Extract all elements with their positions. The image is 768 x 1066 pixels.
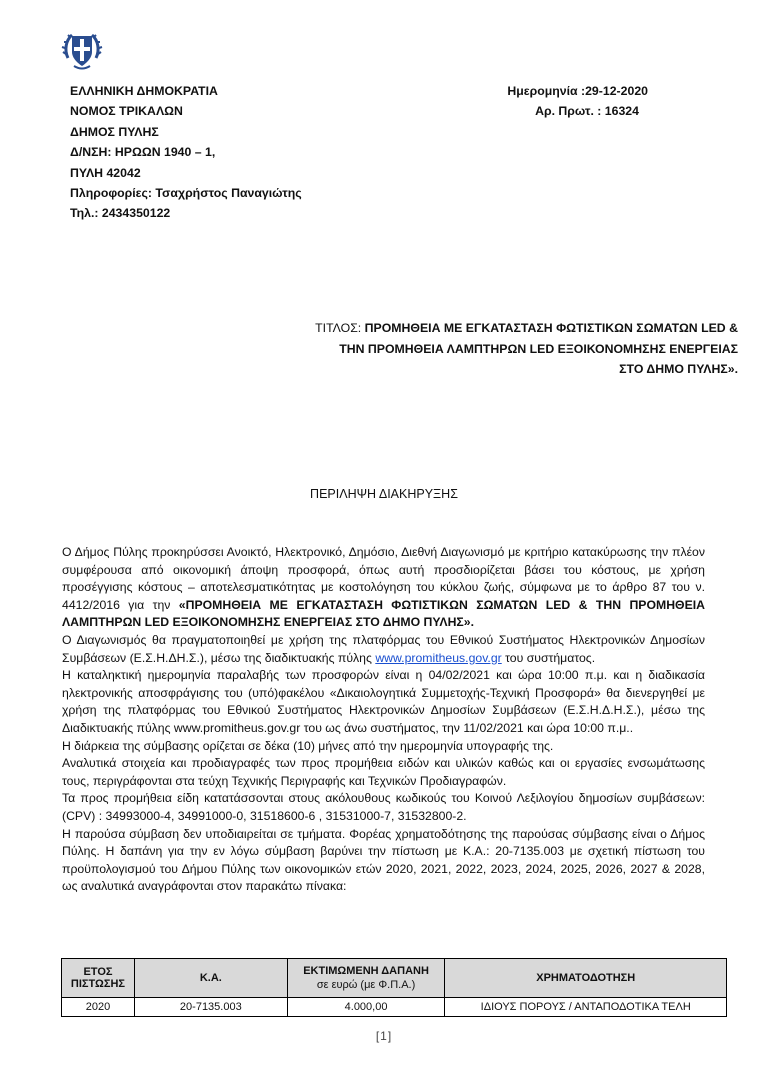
issuer-line: ΔΗΜΟΣ ΠΥΛΗΣ bbox=[70, 124, 159, 139]
paragraph-text: του συστήματος. bbox=[501, 650, 596, 665]
cell-year: 2020 bbox=[62, 998, 135, 1017]
issuer-line: ΕΛΛΗΝΙΚΗ ΔΗΜΟΚΡΑΤΙΑ bbox=[70, 84, 218, 98]
document-date: Ημερομηνία :29-12-2020 bbox=[507, 84, 648, 98]
paragraph: Η διάρκεια της σύμβασης ορίζεται σε δέκα (10) μήνες από την ημερομηνία υπογραφής της. bbox=[62, 738, 554, 753]
issuer-line: ΠΥΛΗ 42042 bbox=[70, 165, 141, 180]
funding-table bbox=[61, 958, 727, 1017]
paragraph: Τα προς προμήθεια είδη κατατάσσονται στους ακόλουθους κωδικούς του Κοινού Λεξιλογίου δημοσίων συμβάσεων: (CPV) : 34993000-4, 34991000-0, 31518600-6 , 31531000-7, 31532800-2. bbox=[62, 791, 705, 823]
document-title bbox=[178, 318, 738, 380]
promitheus-link[interactable]: www.promitheus.gov.gr bbox=[375, 650, 502, 665]
header-funding: ΧΡΗΜΑΤΟΔΟΤΗΣΗ bbox=[445, 959, 727, 998]
issuer-block bbox=[70, 81, 302, 224]
header-year: ΕΤΟΣ ΠΙΣΤΩΣΗΣ bbox=[62, 959, 135, 998]
cell-ka: 20-7135.003 bbox=[134, 998, 287, 1017]
title-line: ΠΡΟΜΗΘΕΙΑ ΜΕ ΕΓΚΑΤΑΣΤΑΣΗ ΦΩΤΙΣΤΙΚΩΝ ΣΩΜΑΤΩΝ LED & bbox=[364, 321, 738, 335]
issuer-line: Τηλ.: 2434350122 bbox=[70, 206, 171, 221]
paragraph bbox=[62, 544, 705, 632]
paragraph-text: Ο Δήμος Πύλης προκηρύσσει Ανοικτό, Ηλεκτρονικό, Δημόσιο, Διεθνή Διαγωνισμό με κριτήριο κατακύρωσης την πλέον συμφέρουσα από οικονομική άποψη προσφορά, όπως αυτή προσδιορίζεται βάσει του κόστους, με χρήση προσέγγισης κόστους – αποτελεσματικότητας με κοστολόγηση του κύκλου ζωής, σύμφωνα με το άρθρο 87 του ν. 4412/2016 για την bbox=[62, 545, 705, 612]
paragraph-bold: «ΠΡΟΜΗΘΕΙΑ ΜΕ ΕΓΚΑΤΑΣΤΑΣΗ ΦΩΤΙΣΤΙΚΩΝ ΣΩΜΑΤΩΝ LED & ΤΗΝ ΠΡΟΜΗΘΕΙΑ ΛΑΜΠΤΗΡΩΝ LED ΕΞΟΙΚΟΝΟΜΗΣΗΣ ΕΝΕΡΓΕΙΑΣ ΣΤΟ ΔΗΜΟ ΠΥΛΗΣ». bbox=[62, 597, 705, 630]
cell-funding: ΙΔΙΟΥΣ ΠΟΡΟΥΣ / ΑΝΤΑΠΟΔΟΤΙΚΑ ΤΕΛΗ bbox=[445, 998, 727, 1017]
date-protocol-block bbox=[507, 81, 648, 122]
page-number: [1] bbox=[375, 1029, 393, 1043]
protocol-number: Αρ. Πρωτ. : 16324 bbox=[535, 104, 639, 119]
title-line: ΣΤΟ ΔΗΜΟ ΠΥΛΗΣ». bbox=[619, 362, 738, 376]
paragraph: Η καταληκτική ημερομηνία παραλαβής των προσφορών είναι η 04/02/2021 και ώρα 10:00 π.μ. και η διαδικασία ηλεκτρονικής αποσφράγισης του (υπό)φακέλου «Δικαιολογητικά Συμμετοχής-Τεχνική Προσφορά» θα διενεργηθεί με χρήση της πλατφόρμας του Εθνικού Συστήματος Ηλεκτρονικών Δημοσίων Συμβάσεων (Ε.Σ.Η.Δ.Η.Σ.), μέσω της Διαδικτυακής πύλης www.promitheus.gov.gr του ως άνω συστήματος, την 11/02/2021 και ώρα 10:00 π.μ.. bbox=[62, 668, 705, 735]
table-row bbox=[62, 998, 727, 1017]
cell-cost: 4.000,00 bbox=[287, 998, 445, 1017]
issuer-line: Δ/ΝΣΗ: ΗΡΩΩΝ 1940 – 1, bbox=[70, 145, 216, 160]
paragraph bbox=[62, 632, 705, 667]
paragraph: Η παρούσα σύμβαση δεν υποδιαιρείται σε τμήματα. Φορέας χρηματοδότησης της παρούσας σύμβασης είναι ο Δήμος Πύλης. Η δαπάνη για την εν λόγω σύμβαση βαρύνει την πίστωση με Κ.Α.: 20-7135.003 με σχετική πίστωση του προϋπολογισμού του Δήμου Πύλης των οικονομικών ετών 2020, 2021, 2022, 2023, 2024, 2025, 2026, 2027 & 2028, ως αναλυτικά αναγράφονται στον παρακάτω πίνακα: bbox=[62, 826, 705, 894]
body-text bbox=[62, 544, 705, 896]
hellenic-republic-emblem-icon bbox=[60, 28, 104, 72]
issuer-line: Πληροφορίες: Τσαχρήστος Παναγιώτης bbox=[70, 186, 302, 201]
header-ka: Κ.Α. bbox=[134, 959, 287, 998]
issuer-line: ΝΟΜΟΣ ΤΡΙΚΑΛΩΝ bbox=[70, 104, 183, 119]
paragraph: Αναλυτικά στοιχεία και προδιαγραφές των προς προμήθεια ειδών και υλικών καθώς και οι εργασίες ενσωμάτωσης τους, περιγράφονται στα τεύχη Τεχνικής Περιγραφής και Τεχνικών Προδιαγραφών. bbox=[62, 756, 705, 788]
section-heading: ΠΕΡΙΛΗΨΗ ΔΙΑΚΗΡΥΞΗΣ bbox=[310, 487, 458, 501]
header-cost: ΕΚΤΙΜΩΜΕΝΗ ΔΑΠΑΝΗ σε ευρώ (με Φ.Π.Α.) bbox=[287, 959, 445, 998]
title-prefix: ΤΙΤΛΟΣ: bbox=[315, 321, 365, 335]
paragraph-text: Ο Διαγωνισμός θα πραγματοποιηθεί με χρήση της πλατφόρμας του Εθνικού Συστήματος Ηλεκτρονικών Δημοσίων Συμβάσεων (Ε.Σ.Η.ΔΗ.Σ.), μέσω της διαδικτυακής πύλης bbox=[62, 632, 705, 665]
title-line: ΤΗΝ ΠΡΟΜΗΘΕΙΑ ΛΑΜΠΤΗΡΩΝ LED ΕΞΟΙΚΟΝΟΜΗΣΗΣ ΕΝΕΡΓΕΙΑΣ bbox=[339, 341, 738, 356]
table-header-row bbox=[62, 959, 727, 998]
